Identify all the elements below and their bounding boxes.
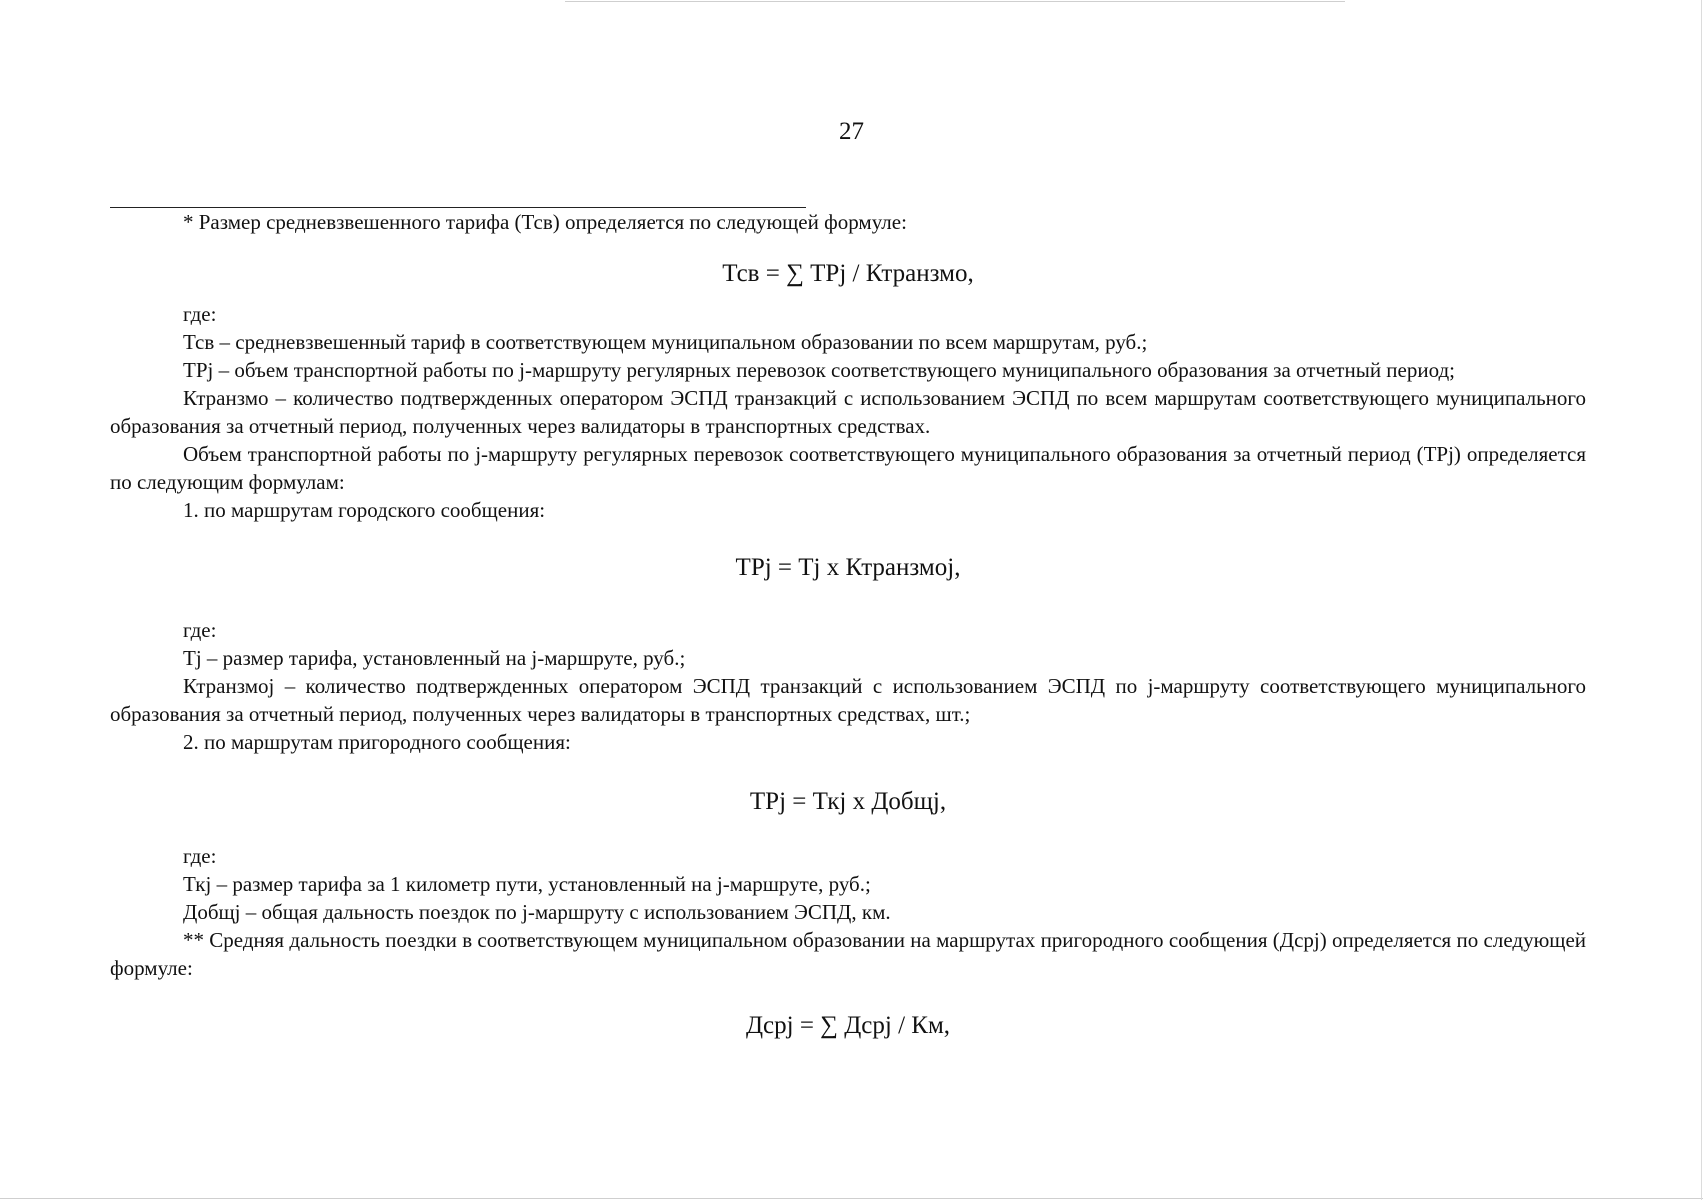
formula: ТРj = Ткj x Добщj, [749,788,947,815]
paragraph: * Размер средневзвешенного тарифа (Тсв) определяется по следующей формуле: [183,210,907,234]
paragraph: Добщj – общая дальность поездок по j-маршруту с использованием ЭСПД, км. [183,900,891,924]
page-number: 27 [839,118,864,145]
page-body [110,208,1586,1040]
paragraph: Тj – размер тарифа, установленный на j-маршруте, руб.; [183,646,686,670]
scan-edge-top [565,1,1345,2]
scan-edge-right [1701,0,1702,1200]
paragraph: где: [183,618,217,642]
paragraph: Объем транспортной работы по j-маршруту регулярных перевозок соответствующего муниципального образования за отчетный период (ТРj) определяется по следующим формулам: [110,442,1586,494]
paragraph: 1. по маршрутам городского сообщения: [183,498,546,522]
paragraph: Ктранзмо – количество подтвержденных оператором ЭСПД транзакций с использованием ЭСПД по всем маршрутам соответствующего муниципального образования за отчетный период, полученных через валидаторы в транспортных средствах. [110,386,1586,438]
formula: ТРj = Тj x Ктранзмоj, [735,554,961,581]
paragraph: Ткj – размер тарифа за 1 километр пути, установленный на j-маршруте, руб.; [183,872,871,896]
paragraph: где: [183,844,217,868]
scan-edge-bottom [0,1198,1703,1199]
paragraph: ТРj – объем транспортной работы по j-маршруту регулярных перевозок соответствующего муниципального образования за отчетный период; [183,358,1456,382]
paragraph: Тсв – средневзвешенный тариф в соответствующем муниципальном образовании по всем маршрутам, руб.; [183,330,1148,354]
paragraph: ** Средняя дальность поездки в соответствующем муниципальном образовании на маршрутах пригородного сообщения (Дсрj) определяется по следующей формуле: [110,928,1586,980]
formula: Дсрj = ∑ Дсрj / Км, [745,1012,951,1039]
paragraph: 2. по маршрутам пригородного сообщения: [183,730,571,754]
paragraph: где: [183,302,217,326]
paragraph: Ктранзмоj – количество подтвержденных оператором ЭСПД транзакций с использованием ЭСПД по j-маршруту соответствующего муниципального образования за отчетный период, полученных через валидаторы в транспортных средствах, шт.; [110,674,1586,726]
formula: Тсв = ∑ ТРj / Ктранзмо, [722,260,974,287]
